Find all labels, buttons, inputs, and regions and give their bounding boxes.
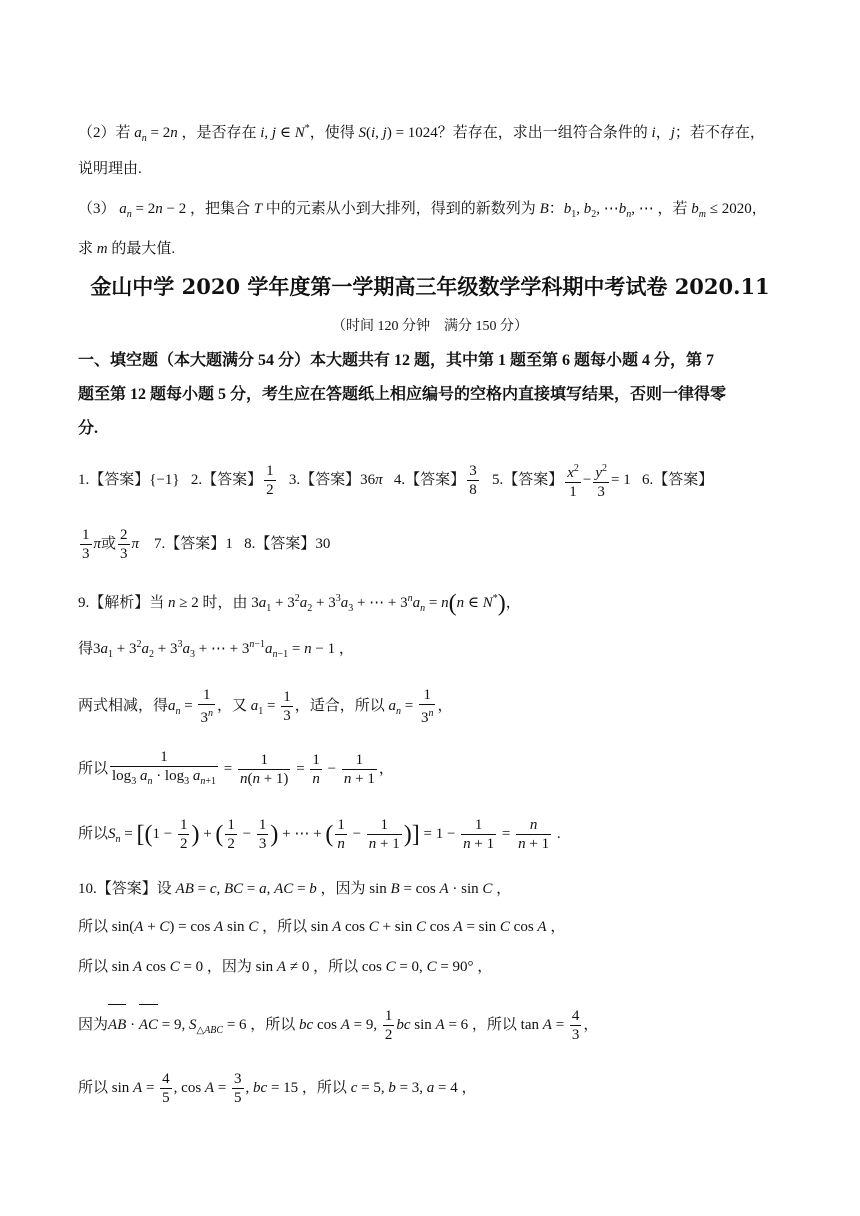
question-3-text: （3） $a_n = 2n - 2$ ，把集合 T 中的元素从小到大排列，得到的新数列为 B：$b_1$, $b_2$, $\cdots b_n$, ⋯ ，若 $b_m \le 2020$， <box>78 201 767 220</box>
question-3-cont: 求 m 的最大值. <box>78 241 176 257</box>
question-3-line <box>78 198 767 226</box>
answers-1-6: 1.【答案】{−1} 2.【答案】 $\frac{1}{2}$ 3.【答案】36π 4.【答案】 $\frac{3}{8}$ 5.【答案】 $\frac{x^2}{1}$ − $\frac{y^2}{3}$ = 1 6.【答案】 <box>78 460 713 501</box>
answer-4: $\frac{3}{8}$ <box>469 463 477 498</box>
answer-3: 36π <box>360 471 383 488</box>
question-2-text: （2）若 $a_n = 2n$ ，是否存在 i, j ∈ N*，使得 S(i, j) = 1024？若存在，求出一组符合条件的 i，j；若不存在， <box>78 123 765 144</box>
answer-8: 30 <box>315 536 331 552</box>
solution-9-line-5: 所以$S_n = [(1$ − $\frac{1}{2}$ ) + ( $\frac{1}{2}$ − $\frac{1}{3}$ ) + ⋯ + ( $\frac{1}{n}$ − $\frac{1}{n + 1}$ )] = 1 − $\frac{1}{n + 1}$ = $\frac{n}{n + 1}$ . <box>78 817 561 853</box>
section-instruction-1: 一、填空题（本大题满分 54 分）本大题共有 12 题，其中第 1 题至第 6 题每小题 4 分，第 7 <box>78 352 715 369</box>
solution-10-line-3: 所以 sin A cos C = 0 ，因为 sin A ≠ 0 ，所以 cos C = 0, C = 90° ， <box>78 959 493 975</box>
solution-9-line-2: 得$3a_1 + 3^2a_2 + 3^3a_3$ + ⋯ + $3^{n-1}a_{n-1} = n - 1$ ， <box>78 639 354 660</box>
solution-9-line-1: 9.【解析】当 n ≥ 2 时，由 $3a_1 + 3^2a_2 + 3^3a_3$ + ⋯ + $3^na_n = n(n$ ∈ N*)， <box>78 590 521 617</box>
answer-7: 1 <box>225 536 233 552</box>
solution-9-line-3: 两式相减，得$a_n$ = $\frac{1}{3^n}$ ，又 $a_1$ = $\frac{1}{3}$ ，适合，所以 $a_n$ = $\frac{1}{3^n}$ ， <box>78 687 453 727</box>
answer-5: $\frac{x^2}{1}$ − $\frac{y^2}{3}$ = 1 <box>563 472 631 488</box>
answers-6-8: $\frac{1}{3}$ π或 $\frac{2}{3}$ π 7.【答案】1 8.【答案】30 <box>78 526 330 563</box>
section-instruction-3: 分. <box>78 420 99 437</box>
solution-10-line-2: 所以 sin(A + C) = cos A sin C ，所以 sin A cos C + sin C cos A = sin C cos A ， <box>78 919 566 935</box>
question-2-line <box>78 118 765 150</box>
answer-6: $\frac{1}{3}$ π或 $\frac{2}{3}$ π <box>82 527 140 563</box>
section-instruction-2: 题至第 12 题每小题 5 分，考生应在答题纸上相应编号的空格内直接填写结果，否则一律得零 <box>78 386 727 403</box>
solution-10-line-5: 所以 sin A = $\frac{4}{5}$ , cos A = $\frac{3}{5}$ , bc = 15 ，所以 c = 5, b = 3, a = 4 ， <box>78 1071 477 1107</box>
solution-10-line-4: 因为AB · AC = 9, $S_{\triangle ABC} = 6$ ，所以 bc cos A = 9, $\frac{1}{2}$ bc sin A = 6 ，所以 tan A = $\frac{4}{3}$ ， <box>78 1004 598 1051</box>
answer-2: $\frac{1}{2}$ <box>266 463 274 498</box>
page-subtitle: （时间 120 分钟 满分 150 分） <box>332 319 528 334</box>
solution-9-line-4: 所以 $\frac{1}{\log_3 a_n \cdot \log_3 a_{n+1}}$ = $\frac{1}{n(n + 1)}$ = $\frac{1}{n}$ − $\frac{1}{n + 1}$ ， <box>78 749 394 787</box>
question-2-cont: 说明理由. <box>78 161 142 177</box>
solution-10-line-1: 10.【答案】设 AB = c, BC = a, AC = b ，因为 sin B = cos A · sin C ， <box>78 881 512 897</box>
answer-1: {−1} <box>149 471 180 488</box>
page-title: 金山中学 2020 学年度第一学期高三年级数学学科期中考试卷 2020.11 <box>90 274 770 299</box>
